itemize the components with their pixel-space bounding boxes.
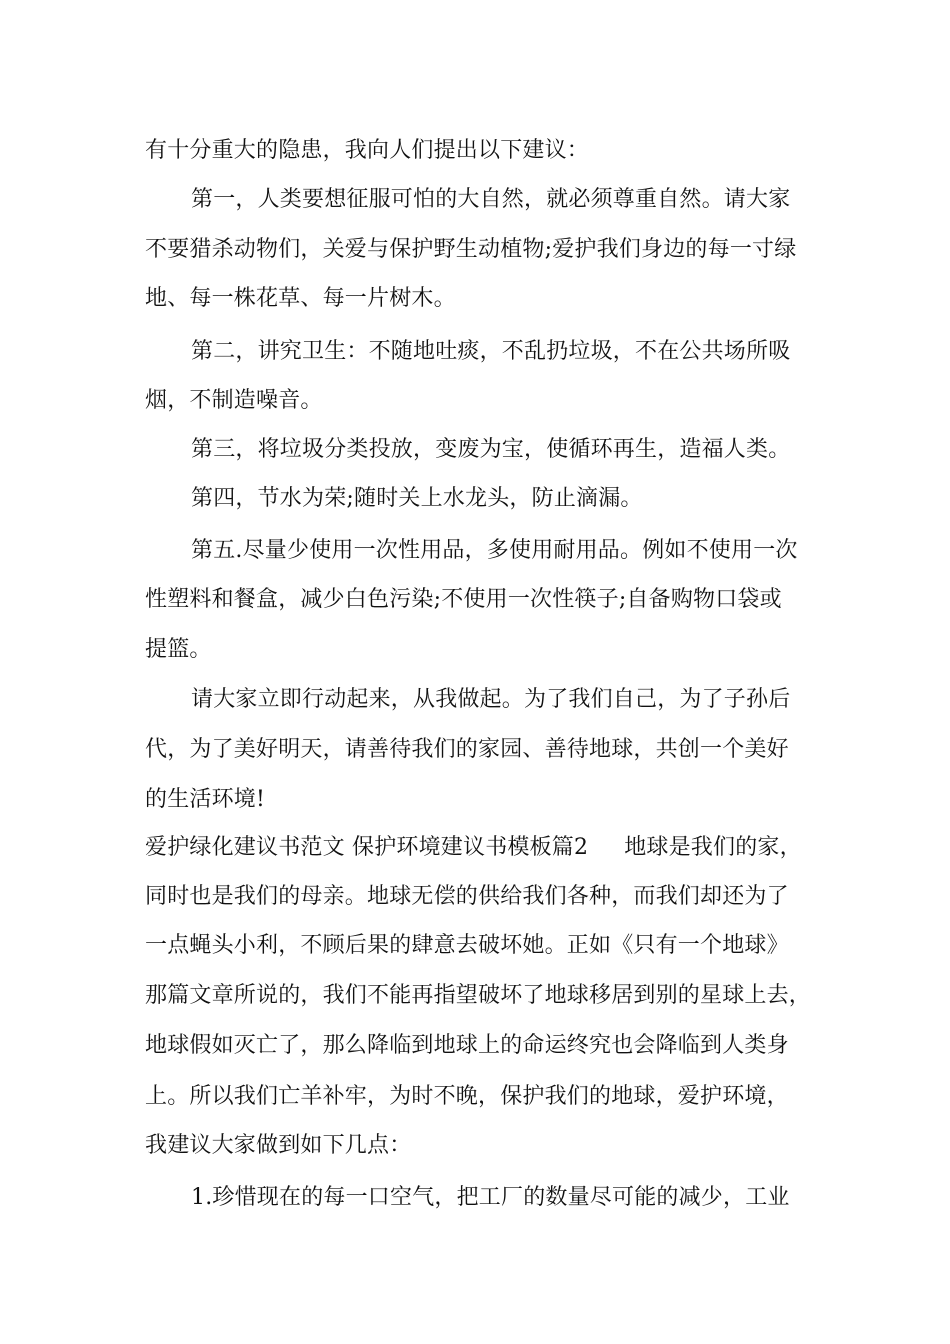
text-line: 提篮。	[145, 637, 212, 662]
text-line: 性塑料和餐盒，减少白色污染;不使用一次性筷子;自备购物口袋或	[145, 587, 782, 612]
text-line: 有十分重大的隐患，我向人们提出以下建议：	[145, 138, 590, 163]
section-heading-line	[145, 833, 802, 863]
text-line: 同时也是我们的母亲。地球无偿的供给我们各种，而我们却还为了	[145, 884, 789, 909]
text-line: 不要猎杀动物们，关爱与保护野生动植物;爱护我们身边的每一寸绿	[145, 237, 797, 262]
text-line: 烟，不制造噪音。	[145, 388, 323, 413]
section-continuation: 地球是我们的家，	[624, 835, 802, 860]
paragraph-call-to-action: 请大家立即行动起来，从我做起。为了我们自己，为了子孙后	[191, 687, 791, 712]
paragraph-second: 第二，讲究卫生：不随地吐痰，不乱扔垃圾，不在公共场所吸	[191, 339, 791, 364]
text-line: 代，为了美好明天，请善待我们的家园、善待地球，共创一个美好	[145, 737, 789, 762]
text-line: 地球假如灭亡了，那么降临到地球上的命运终究也会降临到人类身	[145, 1033, 789, 1058]
text-line: 一点蝇头小利，不顾后果的肆意去破坏她。正如《只有一个地球》	[145, 933, 789, 958]
text-line: 上。所以我们亡羊补牢，为时不晚，保护我们的地球，爱护环境，	[145, 1084, 789, 1109]
paragraph-third: 第三，将垃圾分类投放，变废为宝，使循环再生，造福人类。	[191, 437, 791, 462]
text-line: 的生活环境!	[145, 787, 266, 812]
paragraph-first: 第一，人类要想征服可怕的大自然，就必须尊重自然。请大家	[191, 187, 791, 212]
text-line: 那篇文章所说的，我们不能再指望破坏了地球移居到别的星球上去，	[145, 983, 812, 1008]
list-item-1: 1.珍惜现在的每一口空气，把工厂的数量尽可能的减少，工业	[191, 1185, 790, 1210]
text-line: 地、每一株花草、每一片树木。	[145, 286, 456, 311]
text-line: 我建议大家做到如下几点：	[145, 1133, 412, 1158]
paragraph-fifth: 第五.尽量少使用一次性用品，多使用耐用品。例如不使用一次	[191, 538, 798, 563]
section-title: 爱护绿化建议书范文 保护环境建议书模板篇2	[145, 835, 589, 860]
paragraph-fourth: 第四，节水为荣;随时关上水龙头，防止滴漏。	[191, 486, 643, 511]
